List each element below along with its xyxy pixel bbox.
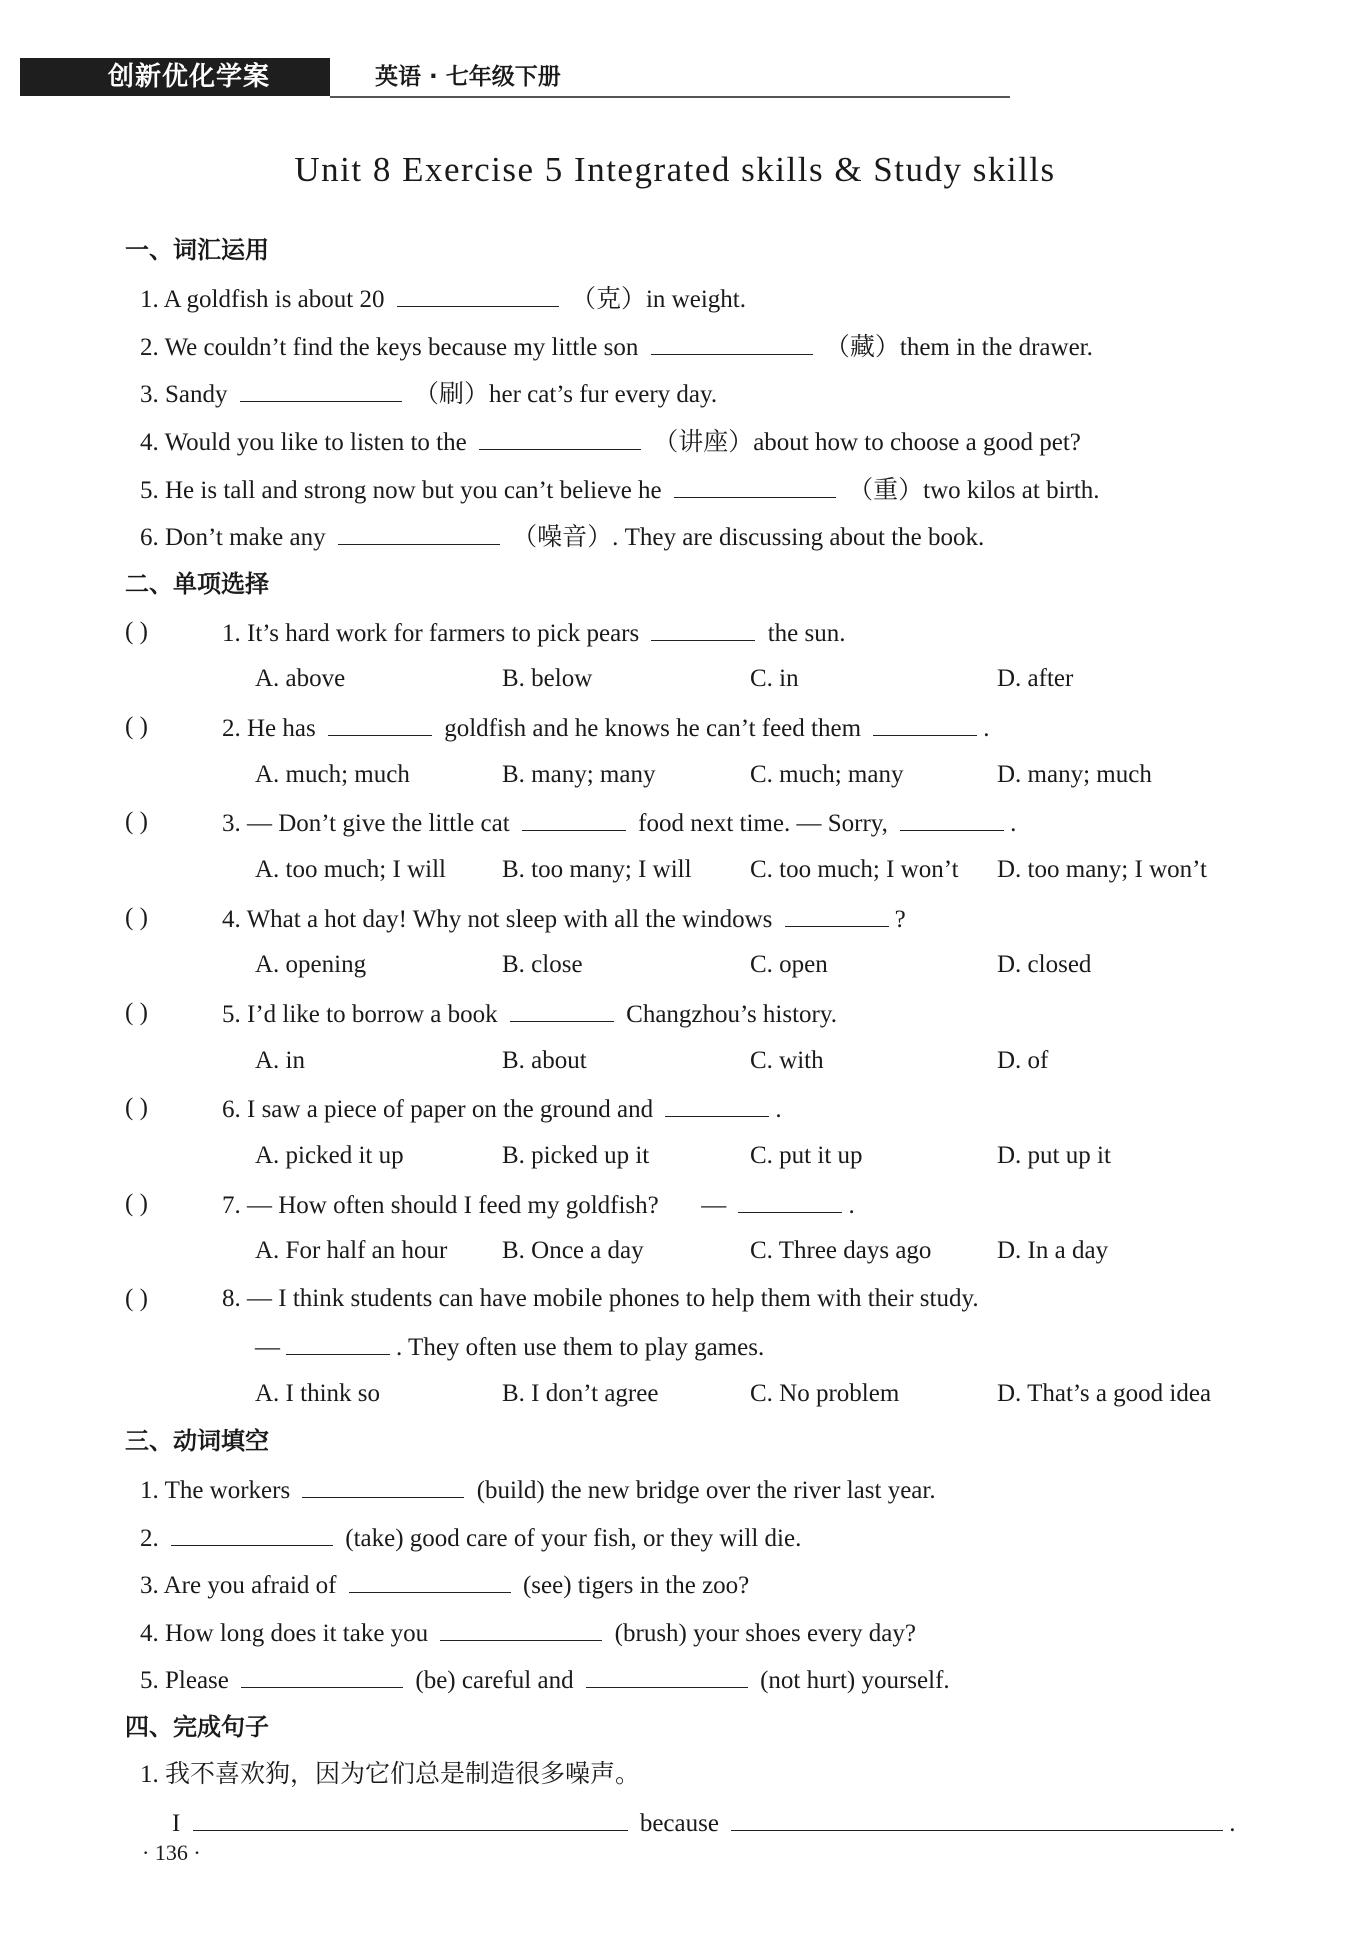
vocab-item-4 [140,423,1081,461]
answer-blank[interactable] [522,804,626,831]
option-a[interactable]: A. opening [255,951,367,978]
answer-paren[interactable]: ( ) [125,1285,148,1312]
item-number: 2. [140,1525,159,1552]
page-number: · 136 · [142,1840,201,1865]
verb-item-5 [140,1661,950,1699]
choice-question-4 [222,900,906,938]
item-text: (build) the new bridge over the river last year. [476,1477,936,1504]
choice-question-5 [222,995,837,1033]
answer-blank[interactable] [510,995,614,1022]
item-text: (see) tigers in the zoo? [522,1572,750,1599]
question-number: 4. [222,906,241,933]
item-text: (be) careful and [415,1667,574,1694]
section-heading-verbs: 三、动词填空 [125,1427,269,1455]
item-text: How long does it take you [165,1620,429,1647]
item-text: I [172,1810,181,1837]
option-c[interactable]: C. No problem [750,1380,900,1407]
item-text: (take) good care of your fish, or they will die. [345,1525,802,1552]
option-b[interactable]: B. I don’t agree [502,1380,659,1407]
answer-blank[interactable] [873,709,977,736]
section-heading-vocabulary: 一、词汇运用 [125,236,269,264]
item-hint: （克）in weight. [570,286,746,313]
answer-blank[interactable] [240,375,402,402]
answer-blank[interactable] [479,423,641,450]
answer-paren[interactable]: ( ) [125,1190,148,1217]
option-d[interactable]: D. after [997,665,1074,692]
option-c[interactable]: C. put it up [750,1142,863,1169]
item-number: 5. [140,1667,159,1694]
question-text: . They often use them to play games. [396,1334,765,1361]
answer-blank[interactable] [171,1519,333,1546]
item-hint: （刷）her cat’s fur every day. [414,381,718,408]
item-text: 我不喜欢狗，因为它们总是制造很多噪声。 [165,1761,641,1788]
item-text: (brush) your shoes every day? [614,1620,916,1647]
option-a[interactable]: A. For half an hour [255,1237,448,1264]
item-number: 3. [140,381,159,408]
answer-blank[interactable] [738,1186,842,1213]
option-c[interactable]: C. in [750,665,799,692]
item-text: Don’t make any [165,524,326,551]
item-hint: （重）two kilos at birth. [848,477,1100,504]
option-d[interactable]: D. too many; I won’t [997,856,1207,883]
choice-question-2 [222,709,990,747]
answer-blank[interactable] [338,518,500,545]
option-c[interactable]: C. open [750,951,828,978]
question-text: ? [894,906,906,933]
answer-blank[interactable] [349,1566,511,1593]
question-text: — How often should I feed my goldfish? [247,1192,659,1219]
item-number: 2. [140,334,159,361]
item-text: A goldfish is about 20 [163,286,385,313]
item-number: 3. [140,1572,159,1599]
item-text: because [639,1810,719,1837]
answer-paren[interactable]: ( ) [125,904,148,931]
page-title: Unit 8 Exercise 5 Integrated skills & Study skills [294,150,1056,189]
option-a[interactable]: A. above [255,665,346,692]
option-b[interactable]: B. many; many [502,761,656,788]
item-number: 4. [140,429,159,456]
answer-blank[interactable] [900,804,1004,831]
item-number: 1. [140,1761,159,1788]
option-a[interactable]: A. I think so [255,1380,380,1407]
sentence-item-1-prompt [140,1757,640,1793]
option-b[interactable]: B. Once a day [502,1237,644,1264]
option-b[interactable]: B. too many; I will [502,856,692,883]
item-text: Sandy [165,381,228,408]
question-text: food next time. — Sorry, [638,810,888,837]
option-a[interactable]: A. in [255,1047,305,1074]
question-text: I’d like to borrow a book [247,1001,498,1028]
answer-blank[interactable] [193,1804,628,1831]
question-text: goldfish and he knows he can’t feed them [444,715,862,742]
header-rule [330,96,1010,98]
question-text: . [983,715,990,742]
item-text: Please [165,1667,229,1694]
item-text: The workers [164,1477,291,1504]
option-d[interactable]: D. That’s a good idea [997,1380,1212,1407]
sentence-item-1-answer [172,1804,1235,1842]
answer-blank[interactable] [286,1328,390,1355]
option-c[interactable]: C. much; many [750,761,904,788]
question-number: 5. [222,1001,241,1028]
item-text: Would you like to listen to the [164,429,467,456]
section-heading-sentences: 四、完成句子 [125,1713,269,1741]
answer-blank[interactable] [586,1661,748,1688]
question-number: 8. [222,1285,241,1312]
question-text: the sun. [767,620,846,647]
choice-question-6 [222,1090,782,1128]
item-hint: （讲座）about how to choose a good pet? [653,429,1081,456]
answer-paren[interactable]: ( ) [125,713,148,740]
option-d[interactable]: D. of [997,1047,1049,1074]
option-d[interactable]: D. put up it [997,1142,1111,1169]
question-text: I saw a piece of paper on the ground and [247,1096,654,1123]
answer-blank[interactable] [328,709,432,736]
option-b[interactable]: B. below [502,665,593,692]
option-d[interactable]: D. In a day [997,1237,1109,1264]
vocab-item-1 [140,280,746,318]
question-number: 6. [222,1096,241,1123]
question-number: 2. [222,715,241,742]
answer-blank[interactable] [651,614,755,641]
option-a[interactable]: A. picked it up [255,1142,404,1169]
verb-item-2 [140,1519,801,1557]
option-b[interactable]: B. about [502,1047,587,1074]
subject-label: 英语 · 七年级下册 [375,64,561,90]
verb-item-4 [140,1614,916,1652]
page-header [20,58,1310,106]
item-number: 1. [140,286,159,313]
item-number: 5. [140,477,159,504]
option-b[interactable]: B. close [502,951,583,978]
answer-paren[interactable]: ( ) [125,618,148,645]
choice-question-7 [222,1186,855,1224]
question-text: — [701,1192,727,1219]
question-number: 1. [222,620,241,647]
option-d[interactable]: D. many; much [997,761,1152,788]
verb-item-3 [140,1566,749,1604]
answer-blank[interactable] [440,1614,602,1641]
option-b[interactable]: B. picked up it [502,1142,650,1169]
section-heading-choice: 二、单项选择 [125,570,269,598]
option-c[interactable]: C. too much; I won’t [750,856,959,883]
brand-logo: 创新优化学案 [20,58,330,96]
item-hint: （噪音）. They are discussing about the book. [512,524,985,551]
question-number: 3. [222,810,241,837]
answer-blank[interactable] [665,1090,769,1117]
question-text: . [1010,810,1017,837]
option-c[interactable]: C. with [750,1047,824,1074]
question-text: It’s hard work for farmers to pick pears [247,620,640,647]
item-text: (not hurt) yourself. [760,1667,950,1694]
item-text: . [1229,1810,1236,1837]
item-number: 4. [140,1620,159,1647]
answer-blank[interactable] [674,471,836,498]
vocab-item-3 [140,375,717,413]
item-hint: （藏）them in the drawer. [824,334,1093,361]
choice-question-3 [222,804,1016,842]
verb-item-1 [140,1471,936,1509]
item-number: 1. [140,1477,159,1504]
vocab-item-2 [140,328,1093,366]
option-d[interactable]: D. closed [997,951,1092,978]
question-text: — Don’t give the little cat [247,810,510,837]
answer-blank[interactable] [302,1471,464,1498]
question-text: — I think students can have mobile phones to help them with their study. [247,1285,979,1312]
item-number: 6. [140,524,159,551]
answer-blank[interactable] [731,1804,1223,1831]
item-text: We couldn’t find the keys because my little son [164,334,639,361]
question-text: . [775,1096,782,1123]
choice-question-8 [222,1281,979,1317]
answer-paren[interactable]: ( ) [125,999,148,1026]
option-a[interactable]: A. too much; I will [255,856,446,883]
choice-question-8-reply [255,1328,764,1366]
answer-blank[interactable] [785,900,889,927]
vocab-item-5 [140,471,1100,509]
answer-blank[interactable] [397,280,559,307]
answer-blank[interactable] [241,1661,403,1688]
option-a[interactable]: A. much; much [255,761,410,788]
question-text: — [255,1334,280,1361]
vocab-item-6 [140,518,984,556]
answer-paren[interactable]: ( ) [125,808,148,835]
question-text: Changzhou’s history. [626,1001,838,1028]
question-text: He has [247,715,316,742]
question-text: What a hot day! Why not sleep with all the windows [246,906,773,933]
question-text: . [848,1192,855,1219]
item-text: He is tall and strong now but you can’t believe he [165,477,662,504]
choice-question-1 [222,614,846,652]
answer-blank[interactable] [651,328,813,355]
option-c[interactable]: C. Three days ago [750,1237,932,1264]
question-number: 7. [222,1192,241,1219]
answer-paren[interactable]: ( ) [125,1094,148,1121]
item-text: Are you afraid of [163,1572,337,1599]
